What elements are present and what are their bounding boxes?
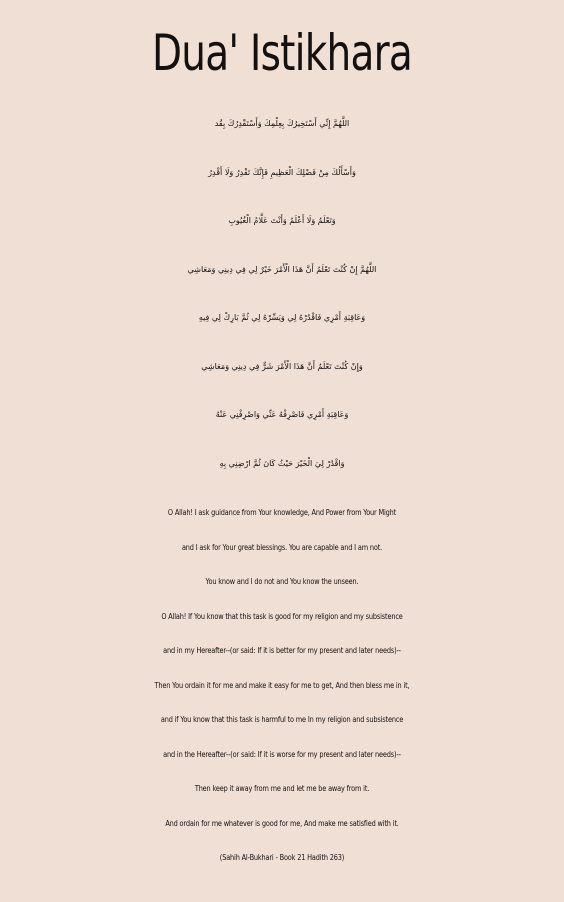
english-line: O Allah! If You know that this task is good for my religion and my subsistence <box>161 611 403 621</box>
english-line: and I ask for Your great blessings. You are capable and I am not. <box>181 542 383 552</box>
english-line: and in the Hereafter--(or said: If it is worse for my present and later needs)-- <box>163 749 401 759</box>
arabic-text-block <box>0 100 564 488</box>
source-citation: (Sahih Al-Bukhari - Book 21 Hadith 263) <box>219 853 345 862</box>
english-line: Then keep it away from me and let me be away from it. <box>194 784 370 793</box>
arabic-line: وَعَاقِبَةِ أَمْرِي فَاقْدُرْهُ لِي وَيَسِّرْهُ لِي ثُمَّ بَارِكْ لِي فِيهِ <box>198 313 366 322</box>
page-title: Dua' Istikhara <box>152 24 412 82</box>
english-line: Then You ordain it for me and make it easy for me to get, And then bless me in it, <box>154 680 410 690</box>
arabic-line: وَأَسْأَلُكَ مِنْ فَضْلِكَ الْعَظِيمِ فَإِنَّكَ تَقْدِرُ وَلَا أَقْدِرُ <box>208 167 356 177</box>
english-line: and in my Hereafter--(or said: If it is better for my present and later needs)-- <box>163 646 401 655</box>
arabic-line: وَاقْدُرْ لِيَ الْخَيْرَ حَيْثُ كَانَ ثُمَّ ارْضِنِي بِهِ <box>219 458 345 468</box>
arabic-line: اللَّهُمَّ إِنِّي أَسْتَخِيرُكَ بِعِلْمِكَ وَأَسْتَقْدِرُكَ بِقُد <box>214 119 350 128</box>
english-line: And ordain for me whatever is good for me, And make me satisfied with it. <box>165 818 399 828</box>
english-translation-block <box>0 496 564 876</box>
arabic-line: اللَّهُمَّ إِنْ كُنْتَ تَعْلَمُ أَنَّ هَذَا الْأَمْرَ خَيْرٌ لِي فِي دِينِي وَمَعَاشِي <box>187 264 377 274</box>
english-line: You know and I do not and You know the unseen. <box>205 577 359 586</box>
english-line: and if You know that this task is harmful to me In my religion and subsistence <box>160 715 404 724</box>
arabic-line: وَعَاقِبَةِ أَمْرِي فَاصْرِفْهُ عَنِّي وَاصْرِفْنِي عَنْهُ <box>215 410 349 419</box>
english-line: O Allah! I ask guidance from Your knowledge, And Power from Your Might <box>167 508 397 517</box>
arabic-line: وَإِنْ كُنْتَ تَعْلَمُ أَنَّ هَذَا الْأَمْرَ شَرٌّ فِي دِينِي وَمَعَاشِي <box>201 361 363 371</box>
arabic-line: وَتَعْلَمُ وَلَا أَعْلَمُ وَأَنْتَ عَلَّامُ الْغُيُوبِ <box>228 216 336 225</box>
